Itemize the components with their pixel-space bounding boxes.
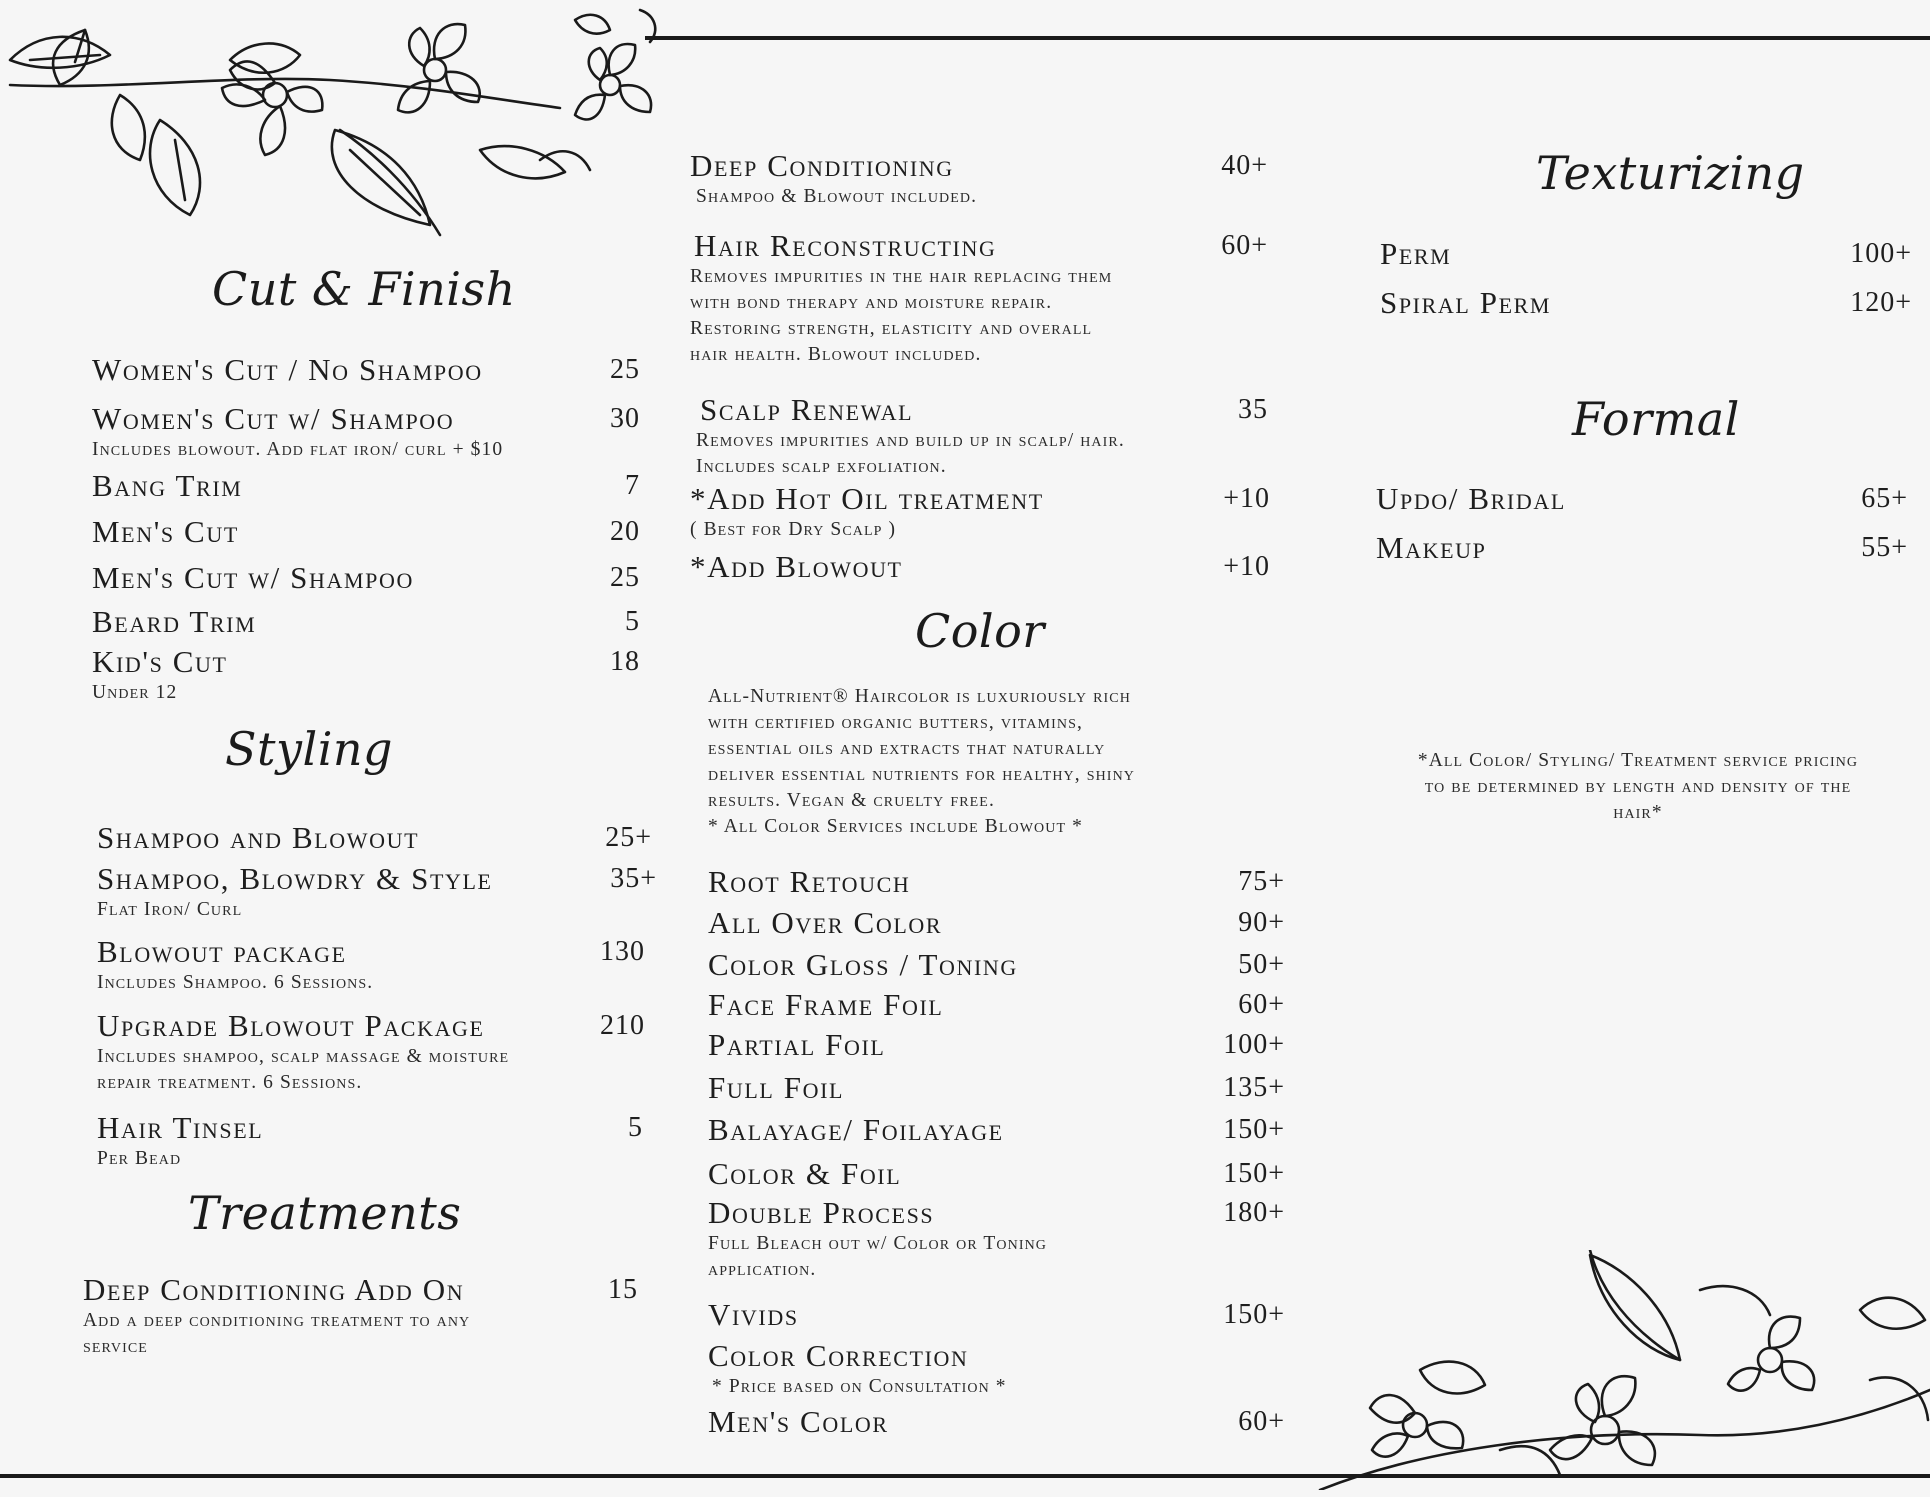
- color-intro-line: * All Color Services include Blowout *: [708, 816, 1083, 837]
- color-intro-line: results. Vegan & cruelty free.: [708, 790, 995, 811]
- item-price: 25+: [605, 822, 652, 853]
- item-name: Kid's Cut: [92, 644, 228, 679]
- color-intro-line: All-Nutrient® Haircolor is luxuriously rich: [708, 686, 1131, 707]
- item-price: +10: [1223, 483, 1270, 514]
- item-description: Includes shampoo, scalp massage & moisture: [97, 1046, 510, 1067]
- item-description: Includes scalp exfoliation.: [696, 456, 947, 477]
- item-name: Deep Conditioning Add On: [83, 1272, 465, 1307]
- menu-item: [92, 644, 640, 706]
- item-price: 180+: [1223, 1197, 1285, 1228]
- item-price: 25: [610, 354, 640, 385]
- item-name: Face Frame Foil: [708, 987, 944, 1022]
- menu-item: [708, 1112, 1285, 1148]
- item-name: Double Process: [708, 1195, 935, 1230]
- item-description: * Price based on Consultation *: [712, 1376, 1007, 1397]
- item-name: Blowout package: [97, 934, 347, 969]
- menu-item: [690, 228, 1268, 368]
- item-name: Vivids: [708, 1297, 799, 1332]
- color-heading: Color: [915, 604, 1045, 658]
- item-price: 60+: [1221, 230, 1268, 261]
- item-price: 40+: [1221, 150, 1268, 181]
- item-price: 35+: [610, 863, 657, 894]
- menu-item: [92, 560, 640, 596]
- menu-item: [708, 1297, 1285, 1333]
- item-price: 60+: [1238, 1406, 1285, 1437]
- menu-item: [708, 905, 1285, 941]
- menu-item: [690, 481, 1270, 543]
- item-description: application.: [708, 1259, 817, 1280]
- menu-item: [83, 1272, 638, 1360]
- item-name: Spiral Perm: [1380, 285, 1552, 320]
- item-price: 120+: [1850, 287, 1912, 318]
- item-price: 35: [1238, 394, 1268, 425]
- item-price: 20: [610, 516, 640, 547]
- menu-item: [97, 1110, 643, 1172]
- floral-illustration-icon: [1300, 1250, 1930, 1490]
- item-name: Bang Trim: [92, 468, 243, 503]
- item-description: Includes blowout. Add flat iron/ curl + $10: [92, 439, 504, 460]
- menu-item: [708, 947, 1285, 983]
- item-description: Per Bead: [97, 1148, 182, 1169]
- menu-item: [708, 1070, 1285, 1106]
- item-name: Men's Cut w/ Shampoo: [92, 560, 414, 595]
- styling-heading: Styling: [225, 722, 393, 776]
- item-name: Makeup: [1376, 530, 1487, 565]
- item-price: +10: [1223, 551, 1270, 582]
- item-name: Full Foil: [708, 1070, 845, 1105]
- item-name: Shampoo and Blowout: [97, 820, 420, 855]
- pricing-note-line: *All Color/ Styling/ Treatment service pricing: [1417, 750, 1859, 771]
- item-name: Updo/ Bridal: [1376, 481, 1566, 516]
- item-name: Color Gloss / Toning: [708, 947, 1018, 982]
- menu-item: [708, 1027, 1285, 1063]
- item-name: Balayage/ Foilayage: [708, 1112, 1004, 1147]
- item-name: *Add Blowout: [690, 549, 903, 584]
- item-description: Add a deep conditioning treatment to any: [83, 1310, 471, 1331]
- item-price: 150+: [1223, 1158, 1285, 1189]
- item-price: 210: [600, 1010, 645, 1041]
- item-name: Women's Cut w/ Shampoo: [92, 401, 455, 436]
- item-price: 60+: [1238, 989, 1285, 1020]
- item-description: repair treatment. 6 Sessions.: [97, 1072, 363, 1093]
- item-name: Men's Color: [708, 1404, 889, 1439]
- item-price: 5: [628, 1112, 643, 1143]
- item-name: Shampoo, Blowdry & Style: [97, 861, 493, 896]
- item-price: 18: [610, 646, 640, 677]
- item-name: Perm: [1380, 236, 1452, 271]
- item-price: 50+: [1238, 949, 1285, 980]
- menu-item: [690, 148, 1268, 210]
- pricing-note: [1358, 748, 1918, 826]
- cut-finish-heading: Cut & Finish: [212, 262, 516, 316]
- menu-item: [708, 1195, 1285, 1283]
- menu-item: [1376, 530, 1908, 566]
- menu-item: [97, 820, 652, 856]
- color-intro-line: essential oils and extracts that naturally: [708, 738, 1106, 759]
- item-name: Upgrade Blowout Package: [97, 1008, 485, 1043]
- item-description: Removes impurities in the hair replacing them: [690, 266, 1113, 287]
- menu-item: [92, 401, 640, 463]
- item-price: 75+: [1238, 866, 1285, 897]
- color-intro-line: with certified organic butters, vitamins,: [708, 712, 1083, 733]
- menu-item: [97, 861, 657, 923]
- item-price: 90+: [1238, 907, 1285, 938]
- item-name: Hair Tinsel: [97, 1110, 264, 1145]
- menu-item: [708, 1338, 1285, 1400]
- item-price: 135+: [1223, 1072, 1285, 1103]
- top-divider: [645, 36, 1930, 40]
- item-description: hair health. Blowout included.: [690, 344, 982, 365]
- menu-item: [97, 1008, 645, 1096]
- menu-item: [690, 549, 1270, 585]
- item-name: Beard Trim: [92, 604, 257, 639]
- item-description: Under 12: [92, 682, 178, 703]
- menu-item: [97, 934, 645, 996]
- menu-item: [92, 514, 640, 550]
- item-price: 150+: [1223, 1114, 1285, 1145]
- item-name: Partial Foil: [708, 1027, 886, 1062]
- item-price: 55+: [1861, 532, 1908, 563]
- item-description: with bond therapy and moisture repair.: [690, 292, 1053, 313]
- color-intro: [708, 684, 1135, 840]
- item-price: 100+: [1223, 1029, 1285, 1060]
- item-price: 150+: [1223, 1299, 1285, 1330]
- item-price: 100+: [1850, 238, 1912, 269]
- item-price: 130: [600, 936, 645, 967]
- item-price: 7: [625, 470, 640, 501]
- item-name: Deep Conditioning: [690, 148, 954, 183]
- menu-item: [708, 864, 1285, 900]
- pricing-note-line: to be determined by length and density of the: [1424, 776, 1852, 797]
- pricing-note-line: hair*: [1613, 802, 1663, 823]
- item-name: Women's Cut / No Shampoo: [92, 352, 483, 387]
- item-description: Includes Shampoo. 6 Sessions.: [97, 972, 374, 993]
- item-description: Full Bleach out w/ Color or Toning: [708, 1233, 1048, 1254]
- treatments-heading: Treatments: [188, 1186, 462, 1240]
- formal-heading: Formal: [1572, 392, 1740, 446]
- item-name: Hair Reconstructing: [694, 228, 997, 263]
- item-name: Color & Foil: [708, 1156, 902, 1191]
- item-price: 65+: [1861, 483, 1908, 514]
- item-description: Shampoo & Blowout included.: [696, 186, 978, 207]
- item-price: 25: [610, 562, 640, 593]
- item-description: Removes impurities and build up in scalp/ hair.: [696, 430, 1125, 451]
- item-name: Men's Cut: [92, 514, 239, 549]
- menu-item: [696, 392, 1268, 480]
- item-price: 5: [625, 606, 640, 637]
- texturizing-heading: Texturizing: [1536, 146, 1805, 200]
- menu-item: [708, 1404, 1285, 1440]
- item-description: Restoring strength, elasticity and overall: [690, 318, 1093, 339]
- menu-item: [92, 468, 640, 504]
- menu-item: [1376, 481, 1908, 517]
- item-description: service: [83, 1336, 148, 1357]
- floral-illustration-icon: [0, 0, 690, 270]
- item-name: Color Correction: [708, 1338, 969, 1373]
- item-description: Flat Iron/ Curl: [97, 899, 243, 920]
- item-name: All Over Color: [708, 905, 943, 940]
- menu-item: [92, 352, 640, 388]
- color-intro-line: deliver essential nutrients for healthy, shiny: [708, 764, 1135, 785]
- menu-item: [708, 987, 1285, 1023]
- item-name: Root Retouch: [708, 864, 911, 899]
- item-price: 30: [610, 403, 640, 434]
- menu-item: [1380, 236, 1912, 272]
- menu-item: [708, 1156, 1285, 1192]
- item-name: *Add Hot Oil treatment: [690, 481, 1044, 516]
- menu-item: [1380, 285, 1912, 321]
- item-price: 15: [608, 1274, 638, 1305]
- item-description: ( Best for Dry Scalp ): [690, 519, 897, 540]
- item-name: Scalp Renewal: [700, 392, 914, 427]
- menu-item: [92, 604, 640, 640]
